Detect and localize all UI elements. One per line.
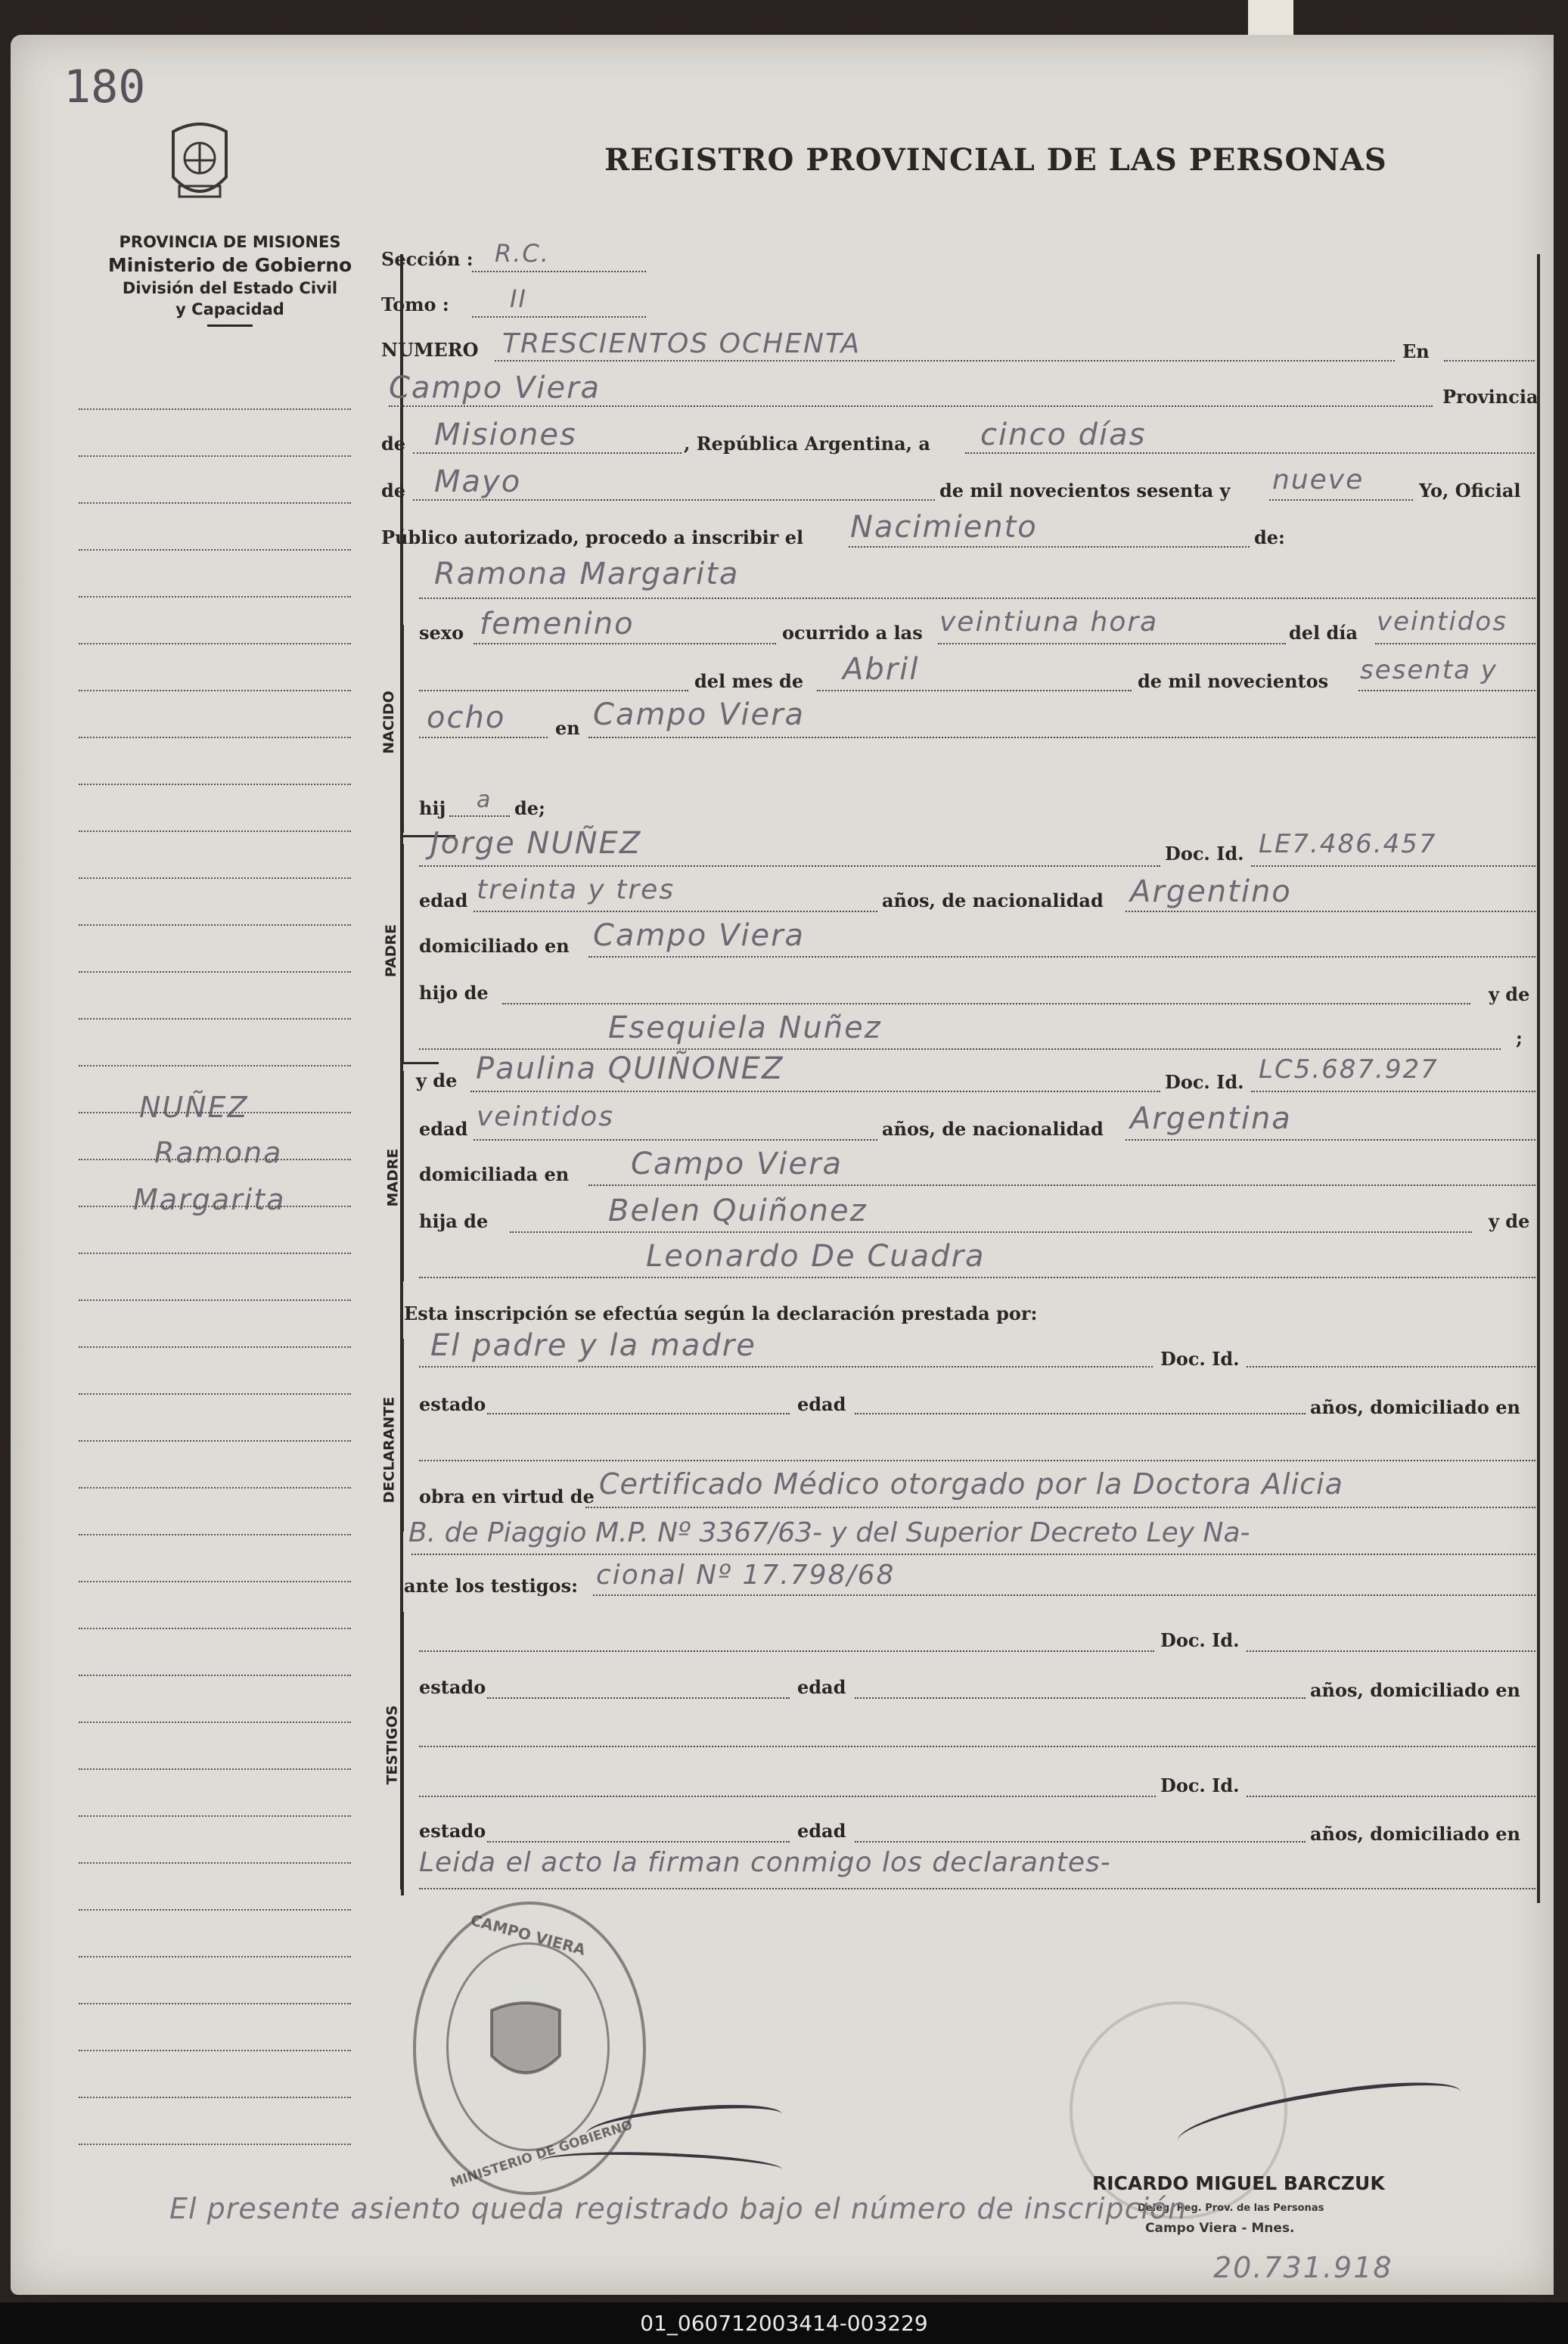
madre-dom-label: domiciliada en	[419, 1163, 570, 1185]
margin-rule	[79, 408, 351, 410]
tomo-label: Tomo :	[381, 293, 449, 315]
testigos-bar	[401, 1612, 404, 1895]
testigo1-estado-label: estado	[419, 1676, 486, 1698]
testigo1-edad-label: edad	[797, 1676, 846, 1698]
margin-rule	[79, 643, 351, 644]
margin-rule	[79, 1956, 351, 1957]
margin-rule	[79, 1722, 351, 1723]
seccion-value: R.C.	[495, 239, 550, 268]
padre-edad-value: treinta y tres	[477, 874, 675, 905]
testigo2-doc-label: Doc. Id.	[1160, 1774, 1240, 1796]
padre-edad-label: edad	[419, 889, 468, 911]
numero-value: TRESCIENTOS OCHENTA	[502, 328, 862, 359]
margin-rule	[79, 1346, 351, 1348]
en-label: En	[1402, 340, 1430, 362]
lugar-value: Campo Viera	[389, 371, 601, 405]
padre-nac-value: Argentino	[1130, 874, 1292, 909]
padre-nombre-value: Jorge NUÑEZ	[430, 826, 642, 861]
testigo2-anos-label: años, domiciliado en	[1310, 1823, 1520, 1845]
margin-rule	[79, 1299, 351, 1301]
madre-doc-label: Doc. Id.	[1165, 1071, 1244, 1093]
margin-rule	[79, 737, 351, 738]
stamp-shield-icon	[484, 1995, 567, 2094]
madre-edad-value: veintidos	[477, 1101, 615, 1132]
section-declarante: DECLARANTE	[380, 1396, 398, 1504]
register-page	[11, 35, 1554, 2295]
acto-value: Nacimiento	[850, 510, 1038, 545]
anio-nac-value-2: ocho	[427, 700, 506, 735]
official-stamp	[413, 1902, 646, 2195]
tomo-value: II	[510, 284, 527, 313]
obra-label: obra en virtud de	[419, 1486, 595, 1507]
section-madre: MADRE	[384, 1148, 402, 1207]
sexo-value: femenino	[480, 607, 635, 641]
margin-rule	[79, 1909, 351, 1911]
margin-rule	[79, 2050, 351, 2051]
declarante-doc-label: Doc. Id.	[1160, 1348, 1240, 1370]
mes-nac-value: Abril	[843, 652, 920, 687]
dia-value: cinco días	[980, 418, 1147, 452]
numero-label: NUMERO	[381, 339, 479, 361]
margin-rule	[79, 1206, 351, 1207]
stamp-bottom-text: MINISTERIO DE GOBIERNO	[449, 2117, 635, 2191]
de-mil-label: de mil novecientos	[1138, 670, 1329, 692]
mes-value: Mayo	[434, 464, 522, 499]
caption-bar	[0, 2302, 1568, 2344]
obra-value-1: Certificado Médico otorgado por la Doctora Alicia	[599, 1467, 1343, 1501]
testigo1-anos-label: años, domiciliado en	[1310, 1679, 1520, 1701]
madre-dom-value: Campo Viera	[631, 1147, 843, 1181]
publico-label: Público autorizado, procedo a inscribir el	[381, 526, 804, 548]
page-number: 180	[64, 61, 146, 113]
coat-of-arms-icon	[166, 116, 234, 207]
padre-anos-label: años, de nacionalidad	[882, 889, 1104, 911]
ocurrido-label: ocurrido a las	[782, 622, 923, 644]
margin-rule	[79, 1534, 351, 1535]
right-border	[1537, 254, 1540, 1903]
ante-testigos-label: ante los testigos:	[404, 1575, 578, 1597]
margin-rule	[79, 784, 351, 785]
hora-value: veintiuna hora	[939, 607, 1159, 638]
madre-y-de-value: Leonardo De Cuadra	[646, 1239, 986, 1274]
de-mil-sesenta-label: de mil novecientos sesenta y	[939, 480, 1231, 501]
declarante-estado-label: estado	[419, 1393, 486, 1415]
margin-rule	[79, 924, 351, 926]
obra-value-3: cional Nº 17.798/68	[596, 1560, 896, 1591]
image-caption: 01_060712003414-003229	[640, 2311, 928, 2336]
bottom-note: El presente asiento queda registrado bajo el número de inscripción	[169, 2192, 1188, 2225]
madre-nombre-value: Paulina QUIÑONEZ	[476, 1051, 784, 1086]
section-nacido: NACIDO	[380, 691, 397, 754]
declarante-edad-label: edad	[797, 1393, 846, 1415]
anio-nac-value-1: sesenta y	[1360, 655, 1498, 685]
provincia-label: Provincia	[1442, 386, 1539, 408]
de-semi-label: de;	[514, 797, 545, 819]
padre-hijo-label: hijo de	[419, 982, 489, 1004]
issuer-block	[71, 233, 389, 327]
declarante-bar	[401, 1339, 404, 1532]
margin-rule	[79, 877, 351, 879]
padre-semi: ;	[1516, 1027, 1523, 1049]
margin-rule	[79, 830, 351, 832]
margin-note-surname: NUÑEZ	[139, 1091, 249, 1124]
margin-rule	[79, 1487, 351, 1489]
padre-dom-label: domiciliado en	[419, 935, 570, 957]
republica-label: , República Argentina, a	[684, 433, 930, 455]
de-colon-label: de:	[1254, 526, 1285, 548]
madre-hija-de-value: Belen Quiñonez	[608, 1194, 868, 1228]
madre-anos-label: años, de nacionalidad	[882, 1118, 1104, 1140]
madre-nac-value: Argentina	[1130, 1101, 1292, 1136]
margin-rule	[79, 2003, 351, 2004]
testigo2-estado-label: estado	[419, 1820, 486, 1842]
document-title: REGISTRO PROVINCIAL DE LAS PERSONAS	[604, 142, 1387, 178]
de-label-2: de	[381, 480, 406, 501]
officer-place: Campo Viera - Mnes.	[1145, 2221, 1295, 2236]
madre-hija-label: hija de	[419, 1210, 489, 1232]
issuer-ministry: Ministerio de Gobierno	[107, 254, 352, 276]
bottom-number: 20.731.918	[1213, 2251, 1393, 2284]
padre-dom-value: Campo Viera	[593, 918, 806, 953]
section-padre: PADRE	[383, 924, 400, 978]
margin-rule	[79, 1862, 351, 1864]
issuer-province: PROVINCIA DE MISIONES	[119, 233, 341, 251]
sexo-label: sexo	[419, 622, 464, 644]
margin-note-name2: Margarita	[133, 1183, 286, 1216]
margin-rule	[79, 1581, 351, 1582]
margin-rule	[79, 2144, 351, 2145]
testigo1-doc-label: Doc. Id.	[1160, 1629, 1240, 1651]
officer-role: Deleg. Reg. Prov. de las Personas	[1138, 2203, 1324, 2214]
seccion-label: Sección :	[381, 248, 474, 270]
margin-rule	[79, 1159, 351, 1160]
obra-value-2: B. de Piaggio M.P. Nº 3367/63- y del Superior Decreto Ley Na-	[408, 1517, 1250, 1548]
leida-value: Leida el acto la firman conmigo los declarantes-	[419, 1847, 1111, 1878]
anio-value: nueve	[1272, 464, 1365, 495]
margin-rule	[79, 1393, 351, 1395]
margin-rule	[79, 549, 351, 551]
testigo2-edad-label: edad	[797, 1820, 846, 1842]
issuer-capacity: y Capacidad	[175, 300, 284, 318]
margin-rule	[79, 502, 351, 504]
margin-rule	[79, 1018, 351, 1020]
yo-oficial-label: Yo, Oficial	[1419, 480, 1521, 501]
nacido-bar	[401, 625, 404, 833]
del-dia-label: del día	[1289, 622, 1358, 644]
declarante-value: El padre y la madre	[430, 1328, 756, 1363]
hij-label: hij	[419, 797, 446, 819]
nombre-value: Ramona Margarita	[434, 557, 740, 591]
en-lower-label: en	[555, 717, 580, 739]
top-edge-strip	[1248, 0, 1293, 35]
del-mes-label: del mes de	[694, 670, 804, 692]
de-label-1: de	[381, 433, 406, 455]
padre-hijo-de-value: Esequiela Nuñez	[608, 1011, 882, 1045]
margin-rule	[79, 1065, 351, 1066]
stamp-top-text: CAMPO VIERA	[468, 1911, 588, 1959]
padre-doc-label: Doc. Id.	[1165, 843, 1244, 865]
declarante-anos-label: años, domiciliado en	[1310, 1396, 1520, 1418]
officer-name: RICARDO MIGUEL BARCZUK	[1092, 2172, 1385, 2194]
hij-suffix-value: a	[477, 787, 492, 813]
margin-rule	[79, 1112, 351, 1113]
issuer-division: División del Estado Civil	[122, 279, 338, 297]
issuer-divider	[207, 324, 253, 327]
margin-rule	[79, 690, 351, 691]
section-testigos: TESTIGOS	[383, 1705, 401, 1785]
margin-rule	[79, 596, 351, 598]
padre-bar	[401, 844, 404, 1063]
madre-y-de-label-2: y de	[1489, 1210, 1530, 1232]
madre-edad-label: edad	[419, 1118, 468, 1140]
margin-rule	[79, 1628, 351, 1629]
lugar-nac-value: Campo Viera	[593, 697, 806, 732]
esta-inscripcion-label: Esta inscripción se efectúa según la declaración prestada por:	[404, 1302, 1038, 1324]
padre-doc-value: LE7.486.457	[1259, 829, 1437, 859]
margin-rule	[79, 1440, 351, 1442]
provincia-value: Misiones	[434, 418, 577, 452]
margin-rule	[79, 1675, 351, 1676]
margin-rule	[79, 1253, 351, 1254]
margin-rule	[79, 2097, 351, 2098]
padre-y-de-label: y de	[1489, 983, 1530, 1005]
sep-padre-madre	[401, 1062, 439, 1064]
margin-note-name1: Ramona	[154, 1136, 283, 1169]
margin-rule	[79, 455, 351, 457]
madre-y-de-label: y de	[416, 1070, 458, 1091]
dia-nac-value: veintidos	[1377, 607, 1507, 637]
margin-rule	[79, 971, 351, 973]
margin-rule	[79, 1815, 351, 1817]
madre-bar	[401, 1071, 404, 1281]
madre-doc-value: LC5.687.927	[1259, 1054, 1439, 1085]
margin-rule	[79, 1768, 351, 1770]
